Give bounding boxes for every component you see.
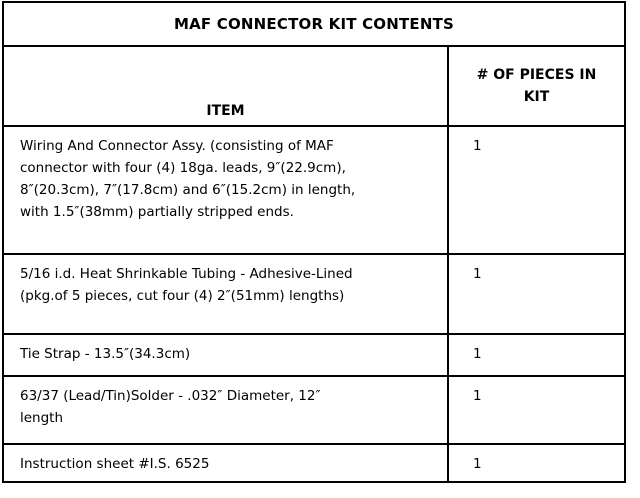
item-cell: [3, 334, 448, 376]
kit-contents-table: [2, 1, 626, 483]
table-row: [3, 334, 625, 376]
item-description: Wiring And Connector Assy. (consisting of MAF connector with four (4) 18ga. leads, 9″(22.9cm), 8″(20.3cm), 7″(17.8cm) and 6″(15.2cm) in length, with 1.5″(38mm) partially stripped ends.: [20, 138, 356, 220]
quantity-cell: [448, 334, 625, 376]
quantity-cell: [448, 376, 625, 444]
column-header-item: ITEM: [3, 46, 448, 126]
item-description: 63/37 (Lead/Tin)Solder - .032″ Diameter, 12″ length: [20, 388, 321, 426]
table-row: [3, 254, 625, 334]
item-cell: [3, 254, 448, 334]
quantity-cell: [448, 126, 625, 254]
quantity-cell: [448, 444, 625, 482]
column-header-pieces: [448, 46, 625, 126]
item-description: Tie Strap - 13.5″(34.3cm): [20, 346, 191, 362]
item-quantity: 1: [473, 388, 482, 404]
table-row: [3, 444, 625, 482]
header-row: [3, 46, 625, 126]
item-description: Instruction sheet #I.S. 6525: [20, 456, 210, 472]
quantity-cell: [448, 254, 625, 334]
item-quantity: 1: [473, 346, 482, 362]
item-description: 5/16 i.d. Heat Shrinkable Tubing - Adhesive-Lined (pkg.of 5 pieces, cut four (4) 2″(51mm) lengths): [20, 266, 353, 304]
title-row: [3, 2, 625, 46]
item-quantity: 1: [473, 456, 482, 472]
column-header-pieces-label: # OF PIECES IN KIT: [476, 67, 597, 105]
item-cell: [3, 444, 448, 482]
table-row: [3, 126, 625, 254]
item-cell: [3, 126, 448, 254]
item-quantity: 1: [473, 266, 482, 282]
table-title: MAF CONNECTOR KIT CONTENTS: [3, 2, 625, 46]
item-quantity: 1: [473, 138, 482, 154]
table-row: [3, 376, 625, 444]
item-cell: [3, 376, 448, 444]
